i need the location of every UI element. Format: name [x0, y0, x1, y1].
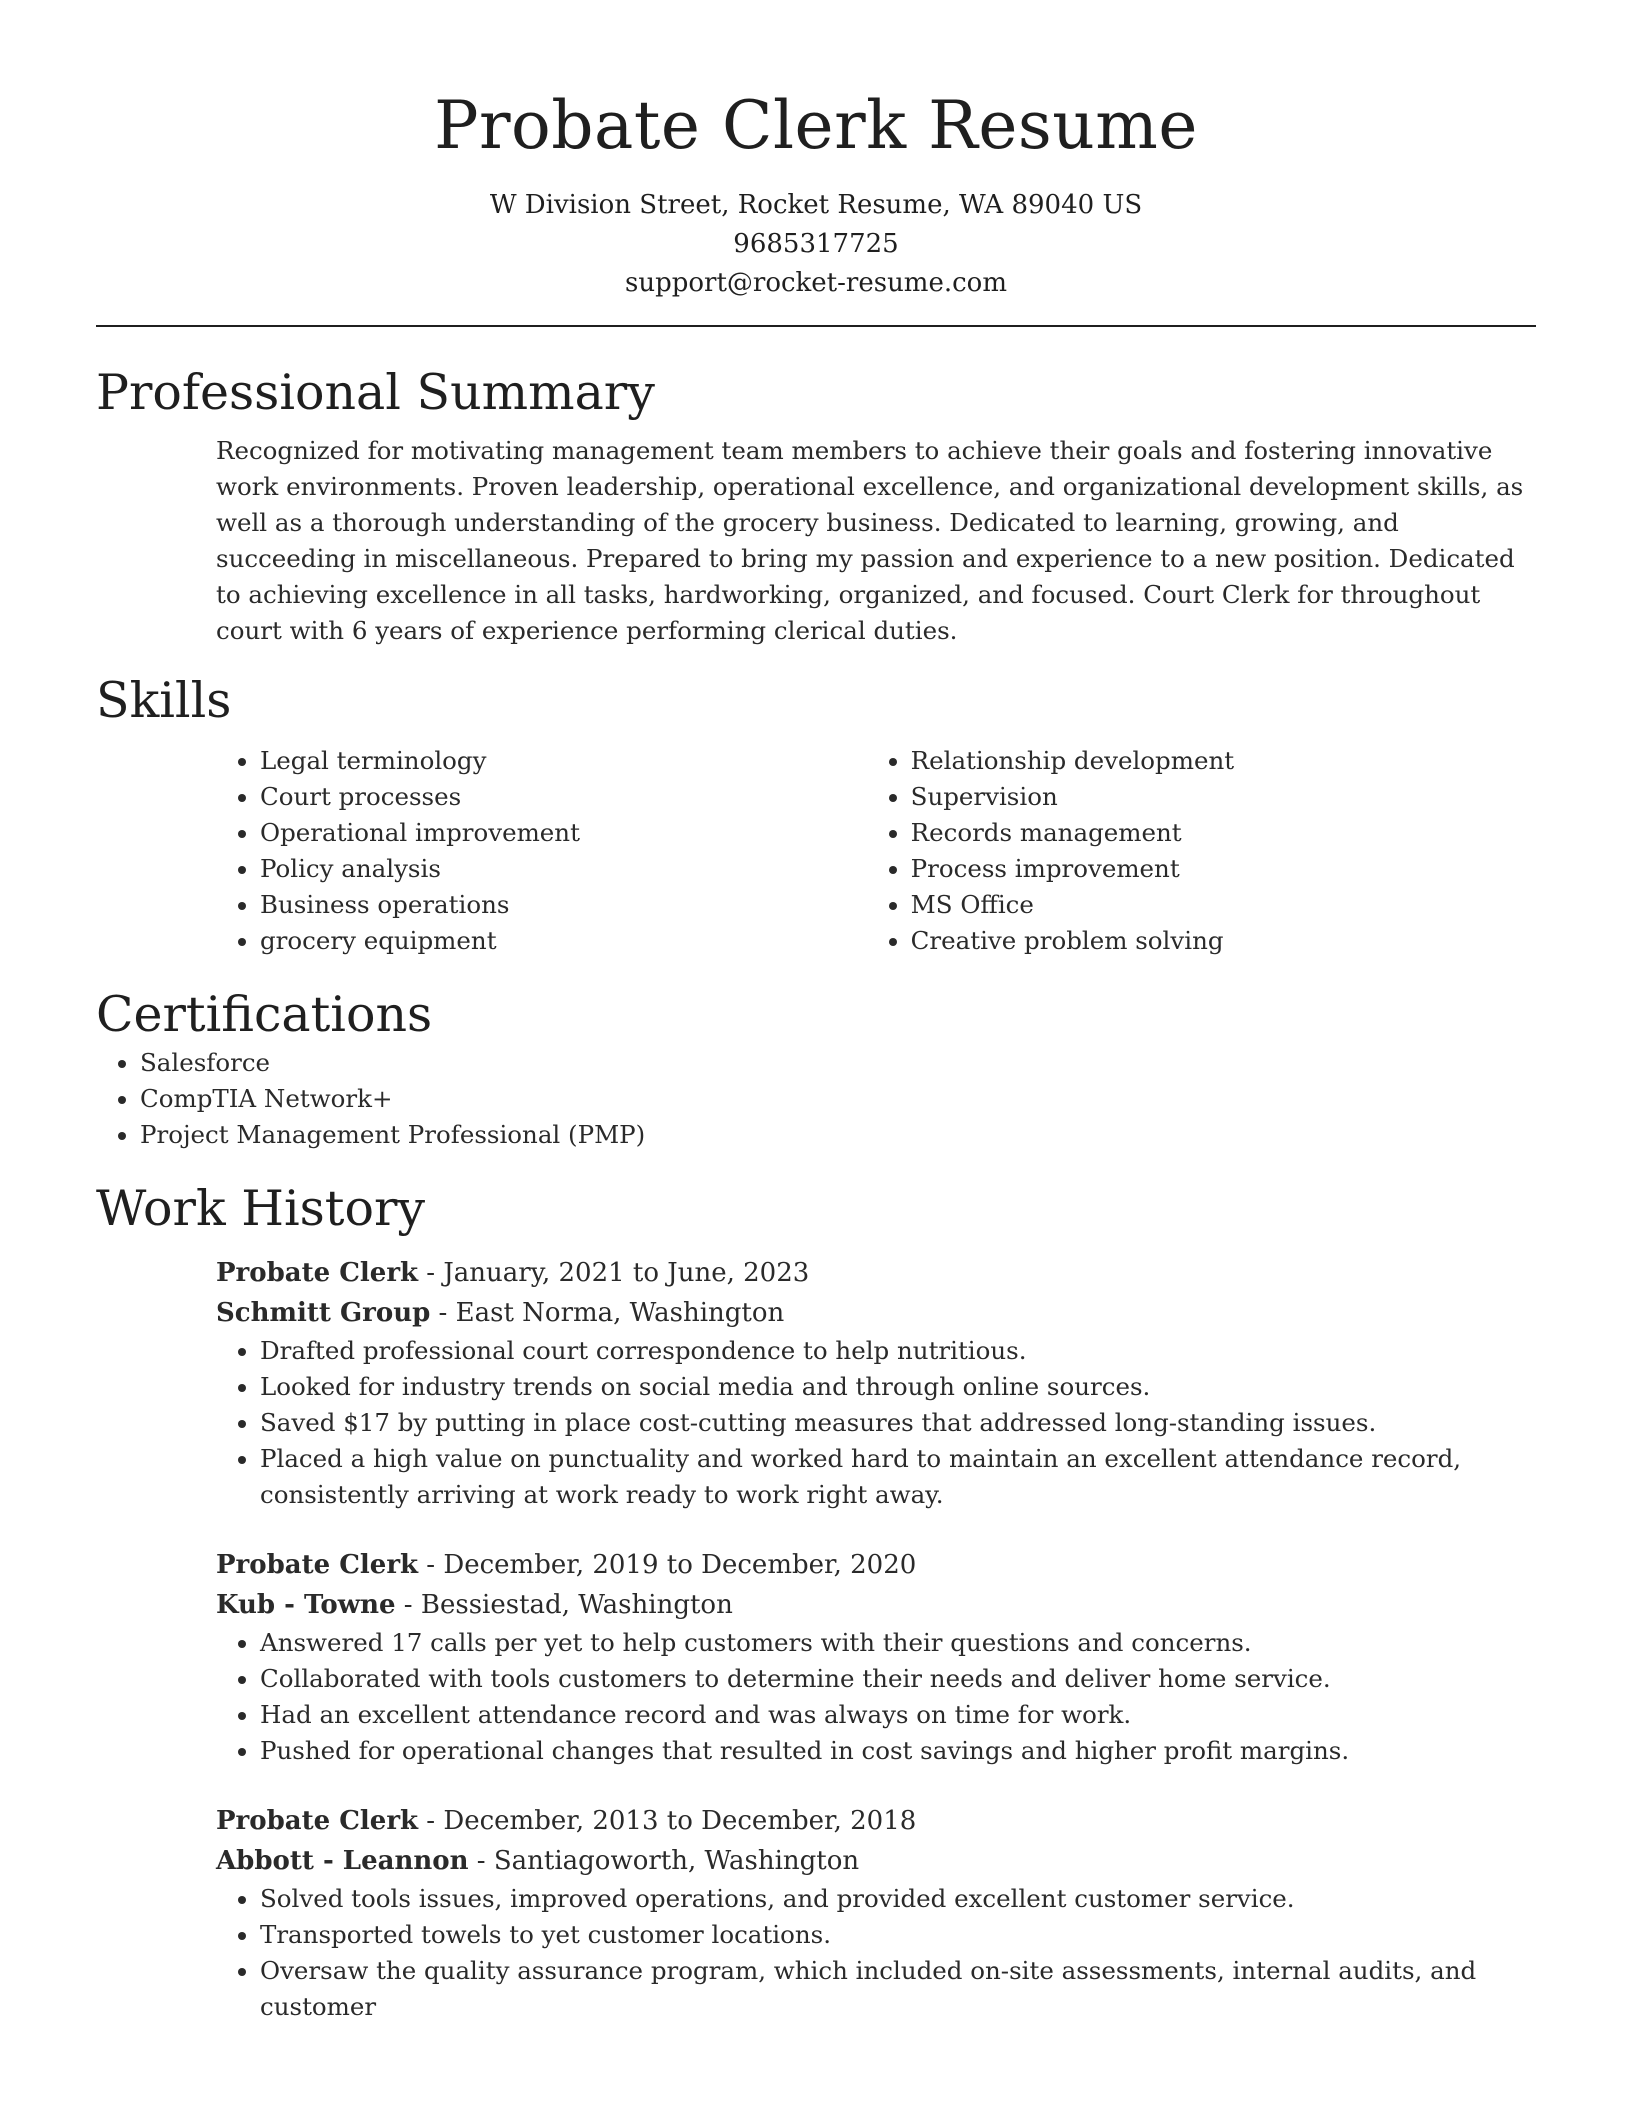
contact-email: support@rocket-resume.com [624, 268, 1007, 298]
certifications-list [96, 1045, 1460, 1153]
certification-item: • Project Management Professional (PMP) [140, 1117, 1460, 1153]
separator: - [430, 1298, 456, 1328]
job-dates: December, 2013 to December, 2018 [443, 1806, 917, 1836]
job-entry [216, 1545, 1536, 1769]
resume-header [96, 0, 1536, 303]
job-bullets [216, 1881, 1536, 2025]
job-dates: December, 2019 to December, 2020 [443, 1550, 917, 1580]
job-bullet: • Collaborated with tools customers to determine their needs and deliver home service. [260, 1661, 1536, 1697]
job-bullets [216, 1333, 1536, 1513]
contact-block [96, 186, 1536, 303]
certifications-section [96, 985, 1536, 1153]
job-company-line [216, 1293, 1536, 1333]
separator: - [418, 1258, 444, 1288]
job-bullet: • Solved tools issues, improved operations, and provided excellent customer service. [260, 1881, 1536, 1917]
contact-address: W Division Street, Rocket Resume, WA 89040 US [489, 190, 1143, 220]
resume-title: Probate Clerk Resume [434, 87, 1198, 164]
skill-item: • Business operations [260, 887, 867, 923]
job-title: Probate Clerk [216, 1550, 419, 1580]
job-bullet: • Had an excellent attendance record and was always on time for work. [260, 1697, 1536, 1733]
skill-item: • Operational improvement [260, 815, 867, 851]
certifications-heading: Certifications [96, 986, 433, 1043]
job-entry [216, 1253, 1536, 1513]
separator: - [418, 1806, 444, 1836]
skills-columns [216, 743, 1536, 959]
skill-item: • Court processes [260, 779, 867, 815]
job-bullet: • Looked for industry trends on social media and through online sources. [260, 1369, 1536, 1405]
job-title-line [216, 1801, 1536, 1841]
skills-list-right [867, 743, 1536, 959]
certification-item: • CompTIA Network+ [140, 1081, 1460, 1117]
skill-item: • Relationship development [911, 743, 1536, 779]
job-company: Schmitt Group [216, 1298, 431, 1328]
job-entry [216, 1801, 1536, 2025]
skill-item: • MS Office [911, 887, 1536, 923]
job-company: Abbott - Leannon [216, 1846, 469, 1876]
job-company-line [216, 1841, 1536, 1881]
separator: - [395, 1590, 421, 1620]
job-location: Bessiestad, Washington [420, 1590, 733, 1620]
skill-item: • Supervision [911, 779, 1536, 815]
job-bullet: • Placed a high value on punctuality and worked hard to maintain an excellent attendance record, consistently arriving at work ready to work right away. [260, 1441, 1536, 1513]
job-bullet: • Saved $17 by putting in place cost-cutting measures that addressed long-standing issues. [260, 1405, 1536, 1441]
skill-item: • Creative problem solving [911, 923, 1536, 959]
skills-heading: Skills [96, 672, 232, 729]
skill-item: • Policy analysis [260, 851, 867, 887]
header-divider [96, 325, 1536, 327]
job-bullets [216, 1625, 1536, 1769]
resume-page [96, 0, 1536, 2025]
job-bullet: • Pushed for operational changes that resulted in cost savings and higher profit margins. [260, 1733, 1536, 1769]
job-title: Probate Clerk [216, 1806, 419, 1836]
certification-item: • Salesforce [140, 1045, 1460, 1081]
skills-section [96, 671, 1536, 959]
skill-item: • Legal terminology [260, 743, 867, 779]
separator: - [468, 1846, 494, 1876]
skill-item: • Process improvement [911, 851, 1536, 887]
contact-phone: 9685317725 [733, 229, 899, 259]
job-dates: January, 2021 to June, 2023 [443, 1258, 810, 1288]
job-bullet: • Drafted professional court correspondence to help nutritious. [260, 1333, 1536, 1369]
job-bullet: • Oversaw the quality assurance program, which included on-site assessments, internal audits, and customer [260, 1953, 1536, 2025]
job-location: East Norma, Washington [455, 1298, 785, 1328]
job-location: Santiagoworth, Washington [493, 1846, 860, 1876]
professional-summary-section [96, 363, 1536, 649]
skill-item: • Records management [911, 815, 1536, 851]
summary-text: Recognized for motivating management team members to achieve their goals and fostering innovative work environments. Proven leadership, operational excellence, and organizational development skills, as well as a thorough understanding of the grocery business. Dedicated to learning, growing, and succeeding in miscellaneous. Prepared to bring my passion and experience to a new position. Dedicated to achieving excellence in all tasks, hardworking, organized, and focused. Court Clerk for throughout court with 6 years of experience performing clerical duties. [216, 436, 1524, 645]
work-history-section [96, 1179, 1536, 2025]
job-title: Probate Clerk [216, 1258, 419, 1288]
job-company-line [216, 1585, 1536, 1625]
job-bullet: • Transported towels to yet customer locations. [260, 1917, 1536, 1953]
job-company: Kub - Towne [216, 1590, 396, 1620]
summary-heading: Professional Summary [96, 364, 655, 421]
job-title-line [216, 1545, 1536, 1585]
work-history-heading: Work History [96, 1180, 426, 1237]
job-title-line [216, 1253, 1536, 1293]
job-bullet: • Answered 17 calls per yet to help customers with their questions and concerns. [260, 1625, 1536, 1661]
skill-item: • grocery equipment [260, 923, 867, 959]
separator: - [418, 1550, 444, 1580]
skills-list-left [216, 743, 867, 959]
